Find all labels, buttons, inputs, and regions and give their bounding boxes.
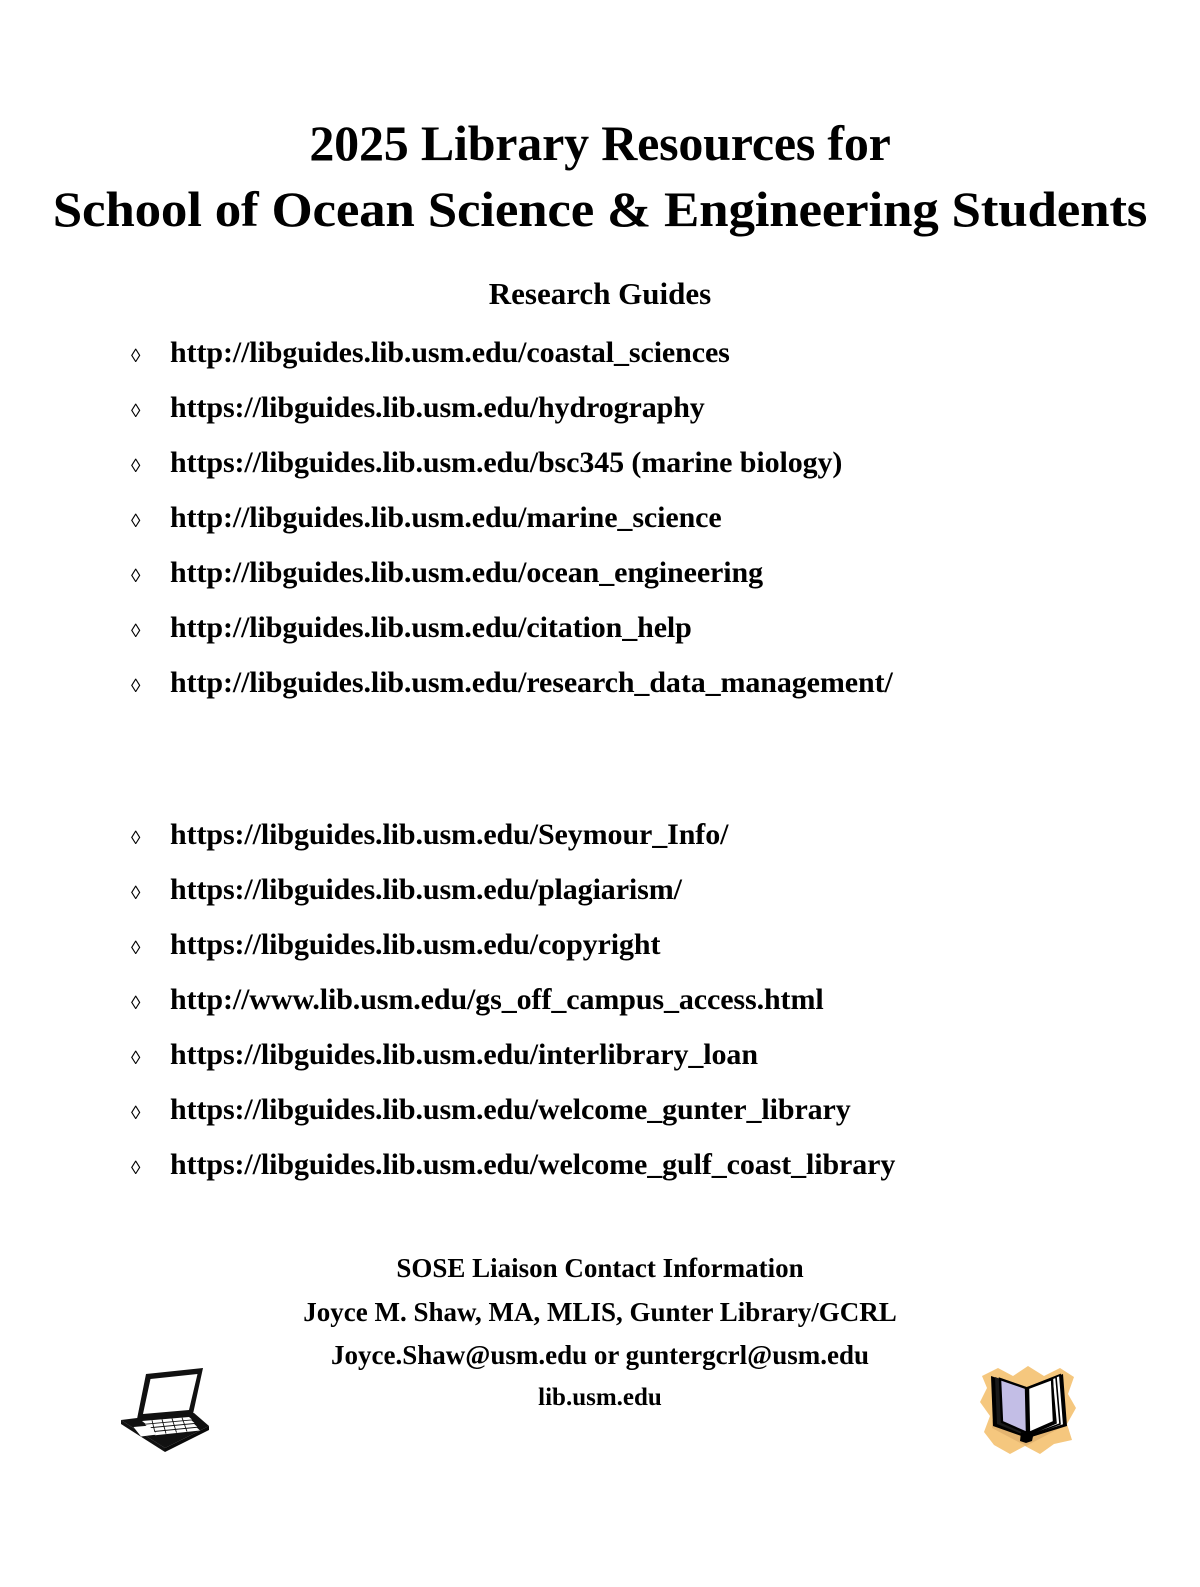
guide-url[interactable]: http://libguides.lib.usm.edu/citation_help [170, 610, 692, 644]
list-item[interactable] [0, 1092, 1200, 1150]
list-item[interactable] [0, 1037, 1200, 1095]
list-item[interactable] [0, 500, 1200, 558]
contact-emails[interactable]: Joyce.Shaw@usm.edu or guntergcrl@usm.edu [331, 1340, 869, 1371]
list-item[interactable] [0, 1147, 1200, 1205]
diamond-bullet-icon: ◊ [131, 620, 141, 642]
additional-guides-list [0, 817, 1200, 1205]
guide-url[interactable]: https://libguides.lib.usm.edu/Seymour_Info/ [170, 817, 729, 851]
title-line-2: School of Ocean Science & Engineering Students [52, 180, 1148, 237]
guide-url[interactable]: https://libguides.lib.usm.edu/copyright [170, 927, 661, 961]
list-separator-gap [0, 723, 1200, 820]
page-title [0, 34, 1200, 242]
list-item[interactable] [0, 390, 1200, 448]
guide-url[interactable]: https://libguides.lib.usm.edu/hydrography [170, 390, 705, 424]
guide-url[interactable]: https://libguides.lib.usm.edu/bsc345 (marine biology) [170, 445, 843, 479]
guide-url[interactable]: http://libguides.lib.usm.edu/research_data_management/ [170, 665, 893, 699]
diamond-bullet-icon: ◊ [131, 345, 141, 367]
list-item[interactable] [0, 872, 1200, 930]
list-item[interactable] [0, 982, 1200, 1040]
list-item[interactable] [0, 665, 1200, 723]
diamond-bullet-icon: ◊ [131, 455, 141, 477]
contact-heading: SOSE Liaison Contact Information [396, 1252, 804, 1283]
guide-url[interactable]: https://libguides.lib.usm.edu/welcome_gunter_library [170, 1092, 851, 1126]
list-item[interactable] [0, 927, 1200, 985]
diamond-bullet-icon: ◊ [131, 1102, 141, 1124]
contact-website[interactable]: lib.usm.edu [538, 1384, 662, 1412]
laptop-icon [105, 1356, 221, 1456]
diamond-bullet-icon: ◊ [131, 400, 141, 422]
guide-url[interactable]: https://libguides.lib.usm.edu/welcome_gulf_coast_library [170, 1147, 896, 1181]
open-book-icon [968, 1346, 1088, 1466]
list-item[interactable] [0, 817, 1200, 875]
list-item[interactable] [0, 445, 1200, 503]
guide-url[interactable]: https://libguides.lib.usm.edu/interlibrary_loan [170, 1037, 758, 1071]
diamond-bullet-icon: ◊ [131, 1047, 141, 1069]
guide-url[interactable]: https://libguides.lib.usm.edu/plagiarism/ [170, 872, 682, 906]
diamond-bullet-icon: ◊ [131, 882, 141, 904]
guide-url[interactable]: http://libguides.lib.usm.edu/marine_science [170, 500, 722, 534]
diamond-bullet-icon: ◊ [131, 1157, 141, 1179]
diamond-bullet-icon: ◊ [131, 675, 141, 697]
diamond-bullet-icon: ◊ [131, 510, 141, 532]
guide-url[interactable]: http://www.lib.usm.edu/gs_off_campus_access.html [170, 982, 824, 1016]
diamond-bullet-icon: ◊ [131, 992, 141, 1014]
section-heading-research-guides: Research Guides [488, 276, 712, 311]
diamond-bullet-icon: ◊ [131, 937, 141, 959]
guide-url[interactable]: http://libguides.lib.usm.edu/ocean_engineering [170, 555, 763, 589]
diamond-bullet-icon: ◊ [131, 827, 141, 849]
title-line-1: 2025 Library Resources for [309, 114, 891, 171]
contact-name-title: Joyce M. Shaw, MA, MLIS, Gunter Library/GCRL [303, 1296, 897, 1327]
list-item[interactable] [0, 335, 1200, 393]
guide-url[interactable]: http://libguides.lib.usm.edu/coastal_sciences [170, 335, 730, 369]
list-item[interactable] [0, 610, 1200, 668]
research-guides-list [0, 335, 1200, 723]
document-page [0, 34, 1200, 1587]
diamond-bullet-icon: ◊ [131, 565, 141, 587]
list-item[interactable] [0, 555, 1200, 613]
